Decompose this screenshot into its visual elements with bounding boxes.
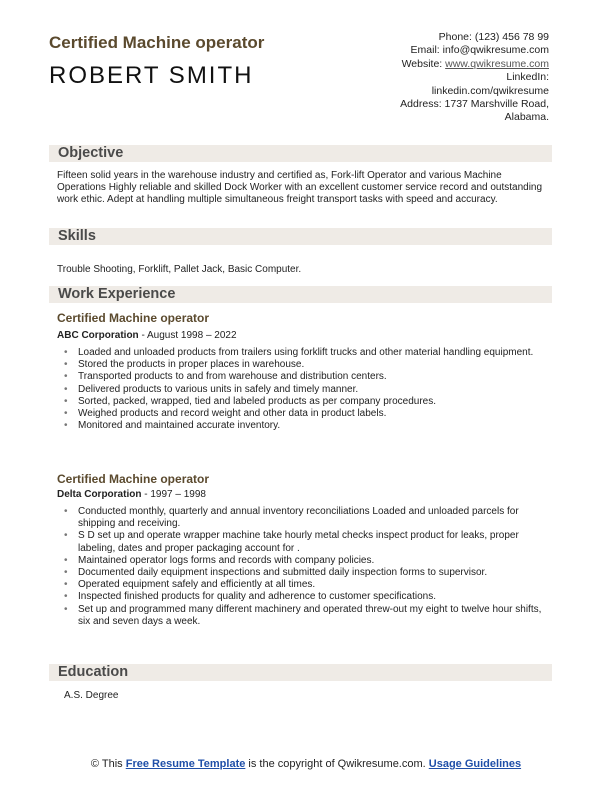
list-item: • Set up and programmed many different machinery and operated threw-out my eight to twelve hour shifts, six and seven days a week.: [57, 604, 547, 628]
list-item: • Conducted monthly, quarterly and annual inventory reconciliations Loaded and unloaded parcels for shipping and receiving.: [57, 506, 547, 530]
job-1-company-line: [57, 330, 237, 341]
contact-website: [309, 58, 549, 71]
skills-section-bar: [49, 228, 552, 245]
job-1-company: ABC Corporation: [57, 330, 139, 341]
job-2-company-line: [57, 489, 206, 500]
resume-header: [0, 0, 612, 140]
contact-email: Email: info@qwikresume.com: [410, 44, 549, 57]
list-item: • Operated equipment safely and efficiently at all times.: [57, 579, 547, 591]
list-item: • Loaded and unloaded products from trailers using forklift trucks and other material handling equipment.: [57, 347, 547, 359]
contact-linkedin-label: LinkedIn:: [506, 71, 549, 84]
skills-text: Trouble Shooting, Forklift, Pallet Jack, Basic Computer.: [57, 264, 302, 275]
footer-middle: is the copyright of Qwikresume.com.: [245, 758, 429, 770]
list-item: • Monitored and maintained accurate inventory.: [57, 420, 547, 432]
contact-phone: Phone: (123) 456 78 99: [438, 31, 549, 43]
objective-section-bar: [49, 145, 552, 162]
job-title: Certified Machine operator: [49, 33, 265, 52]
skills-heading: Skills: [58, 228, 96, 244]
job-2-bullets: [57, 506, 547, 628]
contact-block: [309, 31, 549, 125]
list-item: • S D set up and operate wrapper machine take hourly metal checks inspect product for leaks, proper labeling, dates and proper packaging account for .: [57, 530, 547, 554]
free-resume-template-link[interactable]: Free Resume Template: [125, 758, 246, 770]
website-link[interactable]: www.qwikresume.com: [445, 57, 549, 70]
candidate-name: ROBERT SMITH: [49, 62, 254, 89]
job-2-title: Certified Machine operator: [57, 472, 210, 486]
job-2-company: Delta Corporation: [57, 489, 142, 500]
job-2-dates: - 1997 – 1998: [141, 489, 206, 500]
list-item: • Stored the products in proper places in warehouse.: [57, 359, 547, 371]
objective-heading: Objective: [58, 145, 124, 161]
list-item: • Sorted, packed, wrapped, tied and labeled products as per company procedures.: [57, 396, 547, 408]
work-experience-heading: Work Experience: [58, 286, 176, 302]
contact-address-line1: Address: 1737 Marshville Road,: [400, 98, 549, 111]
education-heading: Education: [58, 664, 129, 680]
footer: [60, 757, 552, 771]
list-item: • Inspected finished products for quality and adherence to customer specifications.: [57, 591, 547, 603]
list-item: • Delivered products to various units in safely and timely manner.: [57, 384, 547, 396]
contact-address-line2: Alabama.: [504, 111, 549, 124]
list-item: • Transported products to and from warehouse and distribution centers.: [57, 371, 547, 383]
usage-guidelines-link[interactable]: Usage Guidelines: [428, 758, 522, 770]
list-item: • Maintained operator logs forms and records with company policies.: [57, 555, 547, 567]
list-item: • Weighed products and record weight and other data in product labels.: [57, 408, 547, 420]
job-1-dates: - August 1998 – 2022: [138, 330, 237, 341]
education-text: A.S. Degree: [64, 690, 119, 701]
website-label: Website:: [401, 57, 446, 70]
contact-linkedin-value: linkedin.com/qwikresume: [431, 84, 549, 97]
job-1-title: Certified Machine operator: [57, 311, 210, 325]
job-1-bullets: [57, 347, 547, 432]
footer-prefix: © This: [90, 758, 126, 770]
list-item: • Documented daily equipment inspections and submitted daily inspection forms to supervisor.: [57, 567, 547, 579]
objective-text: Fifteen solid years in the warehouse industry and certified as, Fork-lift Operator and various Machine Operations Highly reliable and skilled Dock Worker with an excellent customer service record and outstanding work ethic. Adept at handling multiple simultaneous freight transport tasks with speed and accuracy.: [57, 170, 543, 206]
